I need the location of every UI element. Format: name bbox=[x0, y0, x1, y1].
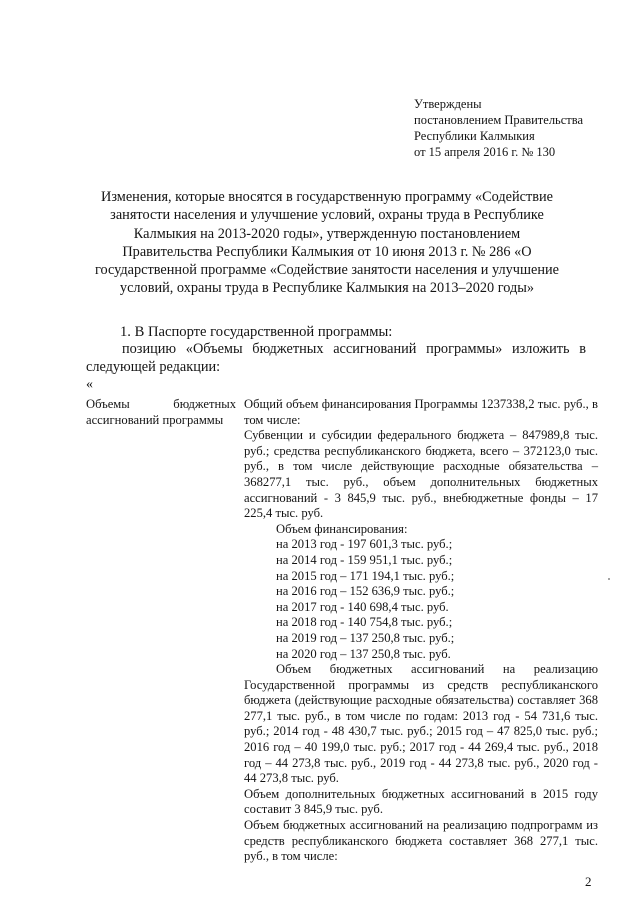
year-item: на 2020 год – 137 250,8 тыс. руб. bbox=[276, 646, 451, 661]
row-label-line: ассигнований программы bbox=[86, 412, 224, 427]
year-item: на 2018 год - 140 754,8 тыс. руб.; bbox=[276, 615, 453, 630]
year-item: на 2016 год – 152 636,9 тыс. руб.; bbox=[276, 584, 455, 599]
title-line: Правительства Республики Калмыкия от 10 июня 2013 г. № 286 «О bbox=[122, 243, 532, 260]
approval-line: от 15 апреля 2016 г. № 130 bbox=[414, 145, 556, 159]
year-item: на 2019 год – 137 250,8 тыс. руб.; bbox=[276, 630, 455, 645]
row-label-word: Объемы bbox=[86, 397, 130, 411]
year-item: на 2015 год – 171 194,1 тыс. руб.; bbox=[276, 568, 455, 583]
row-label bbox=[86, 397, 236, 429]
republican-budget-paragraph: Объем бюджетных ассигнований на реализацию Государственной программы из средств республиканского бюджета (действующие расходные обязательства) составляет 368 277,1 тыс. руб., в том числе по годам: 2013 год - 54 731,6 тыс. руб.; 2014 год - 48 430,7 тыс. руб.; 2015 год – 47 825,0 тыс. руб.; 2016 год – 40 199,0 тыс. руб.; 2017 год - 44 269,4 тыс. руб., 2018 год – 44 273,8 тыс. руб., 2019 год - 44 273,8 тыс. руб., 2020 год - 44 273,8 тыс. руб. bbox=[244, 662, 598, 786]
instruction-paragraph bbox=[86, 340, 586, 376]
instruction-line-2: следующей редакции: bbox=[86, 359, 221, 375]
year-list bbox=[244, 537, 598, 662]
row-label-word: бюджетных bbox=[173, 397, 236, 411]
document-title bbox=[84, 188, 570, 298]
total-funding: Общий объем финансирования Программы 1237338,2 тыс. руб., в том числе: bbox=[244, 397, 598, 427]
title-line: государственной программе «Содействие занятости населения и улучшение bbox=[94, 262, 559, 279]
title-line: занятости населения и улучшение условий, охраны труда в Республике bbox=[110, 207, 544, 224]
funding-title: Объем финансирования: bbox=[276, 521, 408, 536]
approval-line: Утверждены bbox=[414, 97, 482, 111]
opening-quote: « bbox=[86, 377, 93, 392]
row-content bbox=[244, 397, 598, 865]
year-item: на 2013 год - 197 601,3 тыс. руб.; bbox=[276, 537, 453, 552]
approval-line: постановлением Правительства bbox=[414, 113, 584, 127]
approval-line: Республики Калмыкия bbox=[414, 129, 535, 143]
section-heading: 1. В Паспорте государственной программы: bbox=[120, 324, 393, 340]
year-item: на 2017 год - 140 698,4 тыс. руб. bbox=[276, 599, 449, 614]
title-line: Изменения, которые вносятся в государственную программу «Содействие bbox=[101, 189, 553, 205]
scan-speck bbox=[608, 578, 610, 580]
year-item: на 2014 год - 159 951,1 тыс. руб.; bbox=[276, 552, 453, 567]
instruction-line-1: позицию «Объемы бюджетных ассигнований программы» изложить в bbox=[122, 341, 586, 357]
subsidies-paragraph: Субвенции и субсидии федерального бюджета – 847989,8 тыс. руб.; средства республиканского бюджета, всего – 372123,0 тыс. руб., в том числе действующие расходные обязательства – 368277,1 тыс. руб., объем дополнительных бюджетных ассигнований - 3 845,9 тыс. руб., внебюджетные фонды – 17 225,4 тыс. руб. bbox=[244, 428, 598, 521]
title-line: условий, охраны труда в Республике Калмыкия на 2013–2020 годы» bbox=[119, 280, 535, 297]
approval-block bbox=[414, 96, 624, 160]
additional-allocations-paragraph: Объем дополнительных бюджетных ассигнований в 2015 году составит 3 845,9 тыс. руб. bbox=[244, 786, 598, 817]
page-number: 2 bbox=[585, 874, 592, 889]
subprograms-paragraph: Объем бюджетных ассигнований на реализацию подпрограмм из средств республиканского бюджета составляет 368 277,1 тыс. руб., в том числе: bbox=[244, 818, 598, 864]
title-line: Калмыкия на 2013-2020 годы», утвержденную постановлением bbox=[133, 225, 521, 242]
